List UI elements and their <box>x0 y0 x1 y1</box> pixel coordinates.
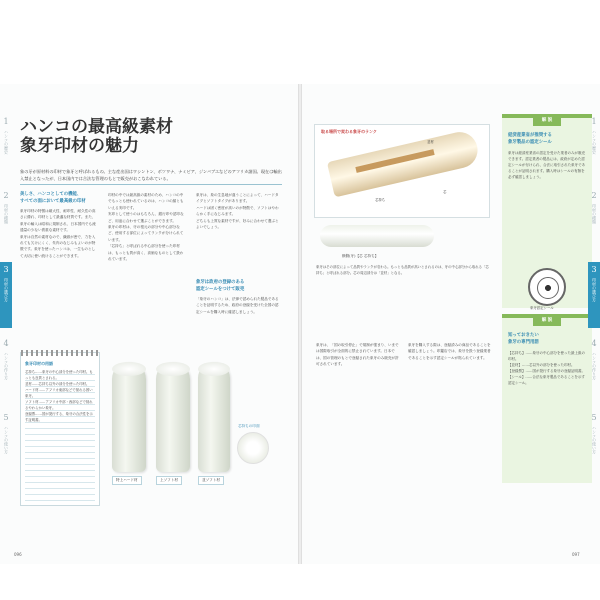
thumb-number: 2 <box>3 191 9 200</box>
ivory-rank-diagram <box>314 124 490 218</box>
thumb-number: 4 <box>591 339 597 348</box>
thumb-number: 3 <box>591 265 597 274</box>
sidebar-tag: 解 説 <box>533 116 561 126</box>
thumb-tab-1[interactable] <box>588 114 600 180</box>
body-text-right: 象牙を購入する際は、登録済みの商品であることを確認しましょう。印鑑店では、象牙を扱う登録業者であることを示す認定シールが貼られています。 <box>408 343 491 360</box>
page-title <box>20 118 173 156</box>
thumb-label: ハンコの歴史 <box>592 130 597 154</box>
thumb-label: ハンコの使い方 <box>4 426 9 454</box>
sidebar-commentary <box>502 114 592 308</box>
thumb-tab-4[interactable] <box>588 336 600 402</box>
sidebar-heading: 経済産業省が推奨する 象牙製品の認定シール <box>508 133 552 145</box>
thumb-number: 5 <box>3 413 9 422</box>
thumb-tab-2[interactable] <box>588 188 600 254</box>
thumb-label: 印材の種類 <box>592 204 597 224</box>
tusk-illustration <box>327 129 481 198</box>
diagram-caption: 象牙はその部位によって品質やランクが変わる。もっとも品質が高いとされるのは、牙の中心部分から取れる「芯持ち」と呼ばれる部分。芯の周辺部分は「並材」となる。 <box>316 265 489 275</box>
diagram-label: 並材 <box>427 140 434 144</box>
thumb-number: 3 <box>3 265 9 274</box>
body-text-left: 象牙は、「国の取引停止」で規制が強まり、いまでは国際取引が全面的に禁止されています。日本では、国の管理のもとで登録された象牙のみ販売が許可されています。 <box>316 343 399 367</box>
column-1-text: 象牙印材の特徴は緻大性、耐印性、耐久性の高さに優れ、印材として最適な材質です。また、象牙の輸入は昭和に規制され、日本国内でも流通量の少ない貴重な素材です。 象牙は自然の素材なので、繊維が密で、力を入れても欠けにくく、朱肉のなじみもよいのが特徴です。象牙を使ったハンコは、一生ものとして大切に使い続けることができます。 <box>20 209 96 258</box>
roll-label: 特上ハード材 <box>112 476 142 485</box>
thumb-tab-3[interactable] <box>588 262 600 328</box>
thumb-number: 4 <box>3 339 9 348</box>
thumb-number: 5 <box>591 413 597 422</box>
certification-seal <box>528 268 566 306</box>
column-2-text: 印材の中では最高級の素材のため、ハンコの中でもっとも使われているのは、ハンコの顔ともいえる実印です。 実印として使うのはもちろん、銀行印や認印など、用途に合わせて選ぶことができます。 象牙の印材は、牙の根元の部分や中心部分など、使用する部位によってランクが分けられています。 「芯持ち」と呼ばれる中心部分を使った印材は、もっとも質が高く、高価なものとして扱われています。 <box>108 193 184 262</box>
glossary-memo <box>20 352 100 506</box>
roll-label: 並ソフト材 <box>198 476 224 485</box>
ivory-roll-soft-1 <box>156 362 190 472</box>
ivory-roll-hard <box>112 362 146 472</box>
thumb-number: 1 <box>3 117 9 126</box>
thumb-label: ハンコの作り方 <box>592 352 597 380</box>
thumb-index-left <box>0 84 12 564</box>
memo-text: 芯持ち……象牙の中心部分を使った印材。もっとも良質とされる。 並材……芯持ち以外の部分を使った印材。 ハード材……アフリカ東部などで採れる固い象牙。 ソフト材……アフリカ中部・西部などで採れるやわらかい象牙。 登録票……国が発行する、象牙の合法性を示す証明書。 <box>25 369 95 501</box>
roll-label: 上ソフト材 <box>156 476 182 485</box>
thumb-tab-2[interactable] <box>0 188 12 254</box>
memo-title: 象牙印材の用語 <box>25 361 53 366</box>
title-line-1: ハンコの最高級素材 <box>20 117 173 137</box>
thumb-index-right <box>588 84 600 564</box>
diagram-label: 芯持ち <box>375 198 386 202</box>
thumb-tab-3[interactable] <box>0 262 12 328</box>
sidebar-text: 象牙は経済産業省の認定を受けた業者のみが販売できます。認定業者の製品には、政府が定めた認定シールが付けられ、合法に取引された象牙であることが証明されます。購入時はシールの有無を必ず確認しましょう。 <box>508 151 586 179</box>
rod-caption: 横側(牙)【芯 芯持ち】 <box>342 254 379 258</box>
thumb-label: ハンコの歴史 <box>4 130 9 154</box>
ivory-seal-face <box>237 432 269 464</box>
section-heading-2: 象牙は政府の登録のある 認定シールをつけて販売 <box>196 280 245 292</box>
sidebar-tag: 解 説 <box>533 316 561 326</box>
column-3-text-2: 「象牙のハンコ」は、法律で認められた製品であることを証明するため、政府の登録を受けた全国の認定シールを購入時に確認しましょう。 <box>196 297 279 314</box>
seal-caption: 象牙認定シール <box>530 306 554 310</box>
ivory-roll-soft-2 <box>198 362 230 472</box>
sidebar-text: 【芯持ち】……象牙の中心部分を使った最上級の印材。 【並材】……芯以外の部分を使った印材。 【登録票】……国が発行する象牙の登録証明書。 【シール】……合法な象牙製品であることを示す認定シール。 <box>508 351 585 385</box>
thumb-label: 印材の選び方 <box>592 278 597 302</box>
thumb-label: ハンコの作り方 <box>4 352 9 380</box>
thumb-label: 印材の種類 <box>4 204 9 224</box>
title-line-2: 象牙印材の魅力 <box>20 136 139 156</box>
page-number: 096 <box>14 552 22 557</box>
column-3-text: 象牙は、象の生息地が違うことによって、ハードタイプとソフトタイプがあります。 ハードは固く密度が高いのが特徴で、ソフトはやわらかく手になじみます。 どちらも上質な素材ですが、好みに合わせて選ぶとよいでしょう。 <box>196 193 279 230</box>
sidebar-heading: 知っておきたい 象牙の専門用語 <box>508 333 539 345</box>
thumb-tab-5[interactable] <box>0 410 12 476</box>
section-heading-1: 美しさ、ハンコとしての機能、 すべての面において最高級の印材 <box>20 192 86 204</box>
lead-text: 象の牙が原材料の印材で象牙と呼ばれるもの。主な産出国はワシントン、ボツワナ、ナミビア、ジンバブエなどのアフリカ諸国。現在は輸出入禁止となったが、日本国内では合法な管理のもとで販売がおこなわれている。 <box>20 169 282 181</box>
thumb-tab-1[interactable] <box>0 114 12 180</box>
sidebar-glossary <box>502 314 592 483</box>
thumb-tab-5[interactable] <box>588 410 600 476</box>
divider <box>20 184 282 185</box>
thumb-label: 印材の選び方 <box>4 278 9 302</box>
thumb-number: 2 <box>591 191 597 200</box>
left-page <box>0 84 298 564</box>
memo-binding <box>21 350 99 356</box>
diagram-title: 取る場所で変わる象牙のランク <box>321 129 377 134</box>
right-page <box>302 84 600 564</box>
ivory-rod <box>320 225 434 247</box>
thumb-tab-4[interactable] <box>0 336 12 402</box>
thumb-label: ハンコの使い方 <box>592 426 597 454</box>
thumb-number: 1 <box>591 117 597 126</box>
page-number: 097 <box>572 552 580 557</box>
diagram-label: 芯 <box>443 190 447 194</box>
disc-label: 芯持ちの印面 <box>238 424 260 428</box>
